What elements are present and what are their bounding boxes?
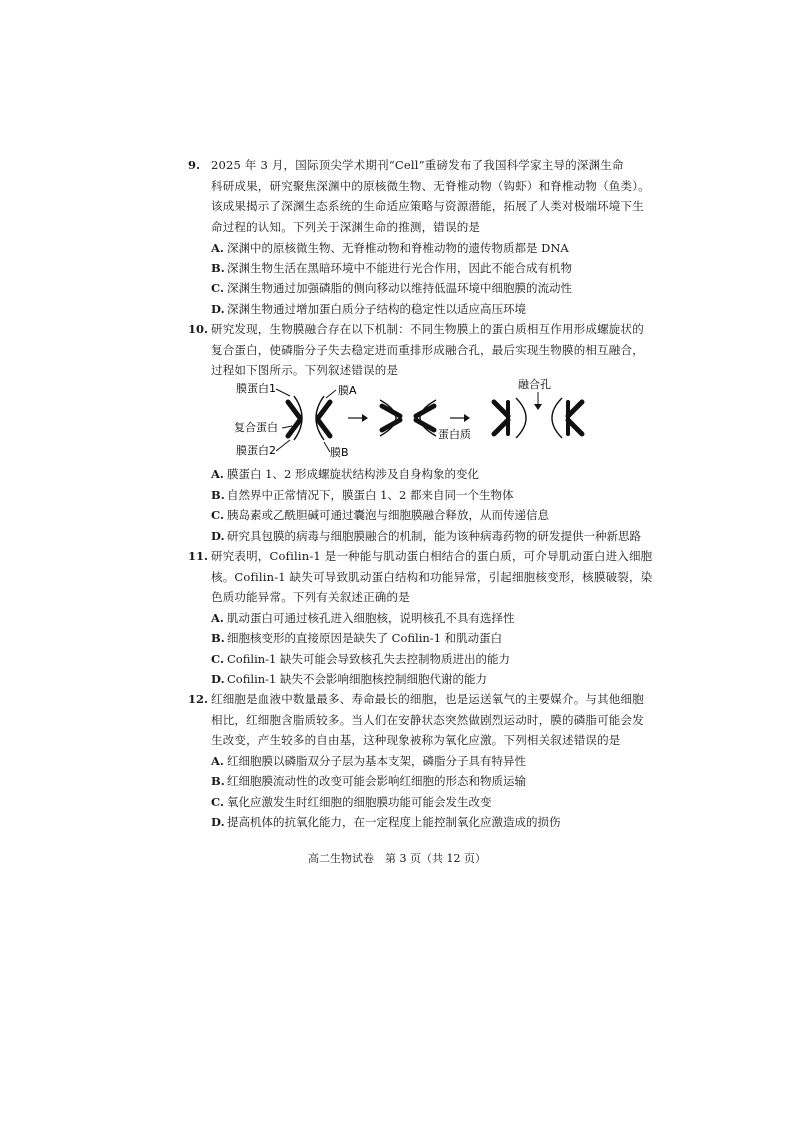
option-d[interactable] — [211, 302, 526, 316]
option-c[interactable] — [211, 795, 492, 809]
question-stem-line: 色质功能异常。下列有关叙述正确的是 — [211, 590, 410, 604]
label-membrane-protein-2: 膜蛋白2 — [236, 444, 276, 457]
question-stem-line: 复合蛋白，使磷脂分子失去稳定进而重排形成融合孔，最后实现生物膜的相互融合， — [211, 343, 644, 357]
option-letter: D. — [211, 302, 225, 316]
option-text: Cofilin-1 缺失不会影响细胞核控制细胞代谢的能力 — [227, 672, 488, 686]
question-stem-line: 红细胞是血液中数量最多、寿命最长的细胞，也是运送氧气的主要媒介。与其他细胞 — [211, 692, 644, 706]
option-text: 肌动蛋白可通过核孔进入细胞核，说明核孔不具有选择性 — [227, 611, 515, 625]
arrow-icon — [450, 414, 470, 422]
option-text: 深渊中的原核微生物、无脊椎动物和脊椎动物的遗传物质都是 DNA — [227, 241, 569, 255]
option-letter: B. — [211, 631, 225, 645]
option-c[interactable] — [211, 281, 572, 295]
option-letter: D. — [211, 529, 225, 543]
option-b[interactable] — [211, 488, 513, 502]
option-b[interactable] — [211, 261, 572, 275]
down-arrow-icon — [534, 392, 542, 410]
option-letter: B. — [211, 261, 225, 275]
question-stem-line: 相比，红细胞含脂质较多。当人们在安静状态突然做剧烈运动时，膜的磷脂可能会发 — [211, 713, 644, 727]
question-number: 10. — [188, 322, 209, 336]
option-text: 深渊生物通过加强磷脂的侧向移动以维持低温环境中细胞膜的流动性 — [227, 281, 572, 295]
pointer-line — [326, 390, 336, 398]
option-a[interactable] — [211, 754, 526, 768]
option-b[interactable] — [211, 774, 526, 788]
option-a[interactable] — [211, 467, 479, 481]
option-text: 深渊生物生活在黑暗环境中不能进行光合作用，因此不能合成有机物 — [227, 261, 572, 275]
question-stem-line: 研究发现，生物膜融合存在以下机制：不同生物膜上的蛋白质相互作用形成螺旋状的 — [211, 322, 644, 336]
arrow-icon — [348, 414, 368, 422]
option-letter: A. — [211, 611, 224, 625]
option-d[interactable] — [211, 815, 561, 829]
pointer-line — [276, 440, 290, 451]
stage-1-proteins — [288, 396, 330, 440]
option-letter: C. — [211, 508, 224, 522]
option-text: 胰岛素或乙酰胆碱可通过囊泡与细胞膜融合释放，从而传递信息 — [227, 508, 549, 522]
option-letter: C. — [211, 795, 224, 809]
page-footer: 高二生物试卷 第 3 页（共 12 页） — [308, 852, 486, 865]
option-text: 提高机体的抗氧化能力，在一定程度上能控制氧化应激造成的损伤 — [227, 815, 561, 829]
option-d[interactable] — [211, 529, 641, 543]
label-membrane-a: 膜A — [338, 384, 357, 397]
option-text: 红细胞膜流动性的改变可能会影响红细胞的形态和物质运输 — [227, 774, 526, 788]
option-letter: C. — [211, 652, 224, 666]
option-d[interactable] — [211, 672, 487, 686]
pointer-line — [282, 426, 292, 428]
option-text: 红细胞膜以磷脂双分子层为基本支架，磷脂分子具有特异性 — [227, 754, 526, 768]
question-stem-line: 该成果揭示了深渊生态系统的生命适应策略与资源潜能，拓展了人类对极端环境下生 — [211, 199, 644, 213]
option-text: 细胞核变形的直接原因是缺失了 Cofilin-1 和肌动蛋白 — [227, 631, 503, 645]
question-number: 9. — [188, 158, 201, 172]
question-stem-line: 科研成果，研究聚焦深渊中的原核微生物、无脊椎动物（钩虾）和脊椎动物（鱼类）。 — [211, 179, 650, 193]
option-letter: A. — [211, 467, 224, 481]
label-fusion-pore: 融合孔 — [518, 378, 551, 391]
option-letter: A. — [211, 241, 224, 255]
question-stem-line: 过程如下图所示。下列叙述错误的是 — [211, 363, 399, 377]
option-text: 氧化应激发生时红细胞的细胞膜功能可能会发生改变 — [227, 795, 492, 809]
question-stem-line: 研究表明，Cofilin-1 是一种能与肌动蛋白相结合的蛋白质，可介导肌动蛋白进入细胞 — [211, 549, 653, 563]
option-a[interactable] — [211, 611, 515, 625]
stage-2-proteins — [380, 400, 436, 436]
option-text: 膜蛋白 1、2 形成螺旋状结构涉及自身构象的变化 — [227, 467, 479, 481]
option-text: 自然界中正常情况下，膜蛋白 1、2 都来自同一个生物体 — [227, 488, 514, 502]
label-protein: 蛋白质 — [438, 428, 471, 441]
option-letter: A. — [211, 754, 224, 768]
question-number: 11. — [188, 549, 209, 563]
label-membrane-b: 膜B — [330, 446, 349, 459]
option-c[interactable] — [211, 508, 549, 522]
pointer-line — [276, 389, 290, 396]
question-stem-line: 命过程的认知。下列关于深渊生命的推测，错误的是 — [211, 220, 481, 234]
question-stem-line: 生改变，产生较多的自由基，这种现象被称为氧化应激。下列相关叙述错误的是 — [211, 733, 621, 747]
option-text: 研究具包膜的病毒与细胞膜融合的机制，能为该种病毒药物的研发提供一种新思路 — [227, 529, 641, 543]
question-stem-line: 核。Cofilin-1 缺失可导致肌动蛋白结构和功能异常，引起细胞核变形，核膜破裂，染 — [211, 570, 653, 584]
option-b[interactable] — [211, 631, 502, 645]
label-membrane-protein-1: 膜蛋白1 — [236, 382, 276, 395]
option-text: 深渊生物通过增加蛋白质分子结构的稳定性以适应高压环境 — [227, 302, 526, 316]
option-letter: D. — [211, 672, 225, 686]
membrane-fusion-diagram — [232, 378, 592, 460]
option-a[interactable] — [211, 241, 569, 255]
label-complex-protein: 复合蛋白 — [234, 421, 278, 434]
option-text: Cofilin-1 缺失可能会导致核孔失去控制物质进出的能力 — [227, 652, 511, 666]
option-c[interactable] — [211, 652, 510, 666]
question-stem-line: 2025 年 3 月，国际顶尖学术期刊“Cell”重磅发布了我国科学家主导的深渊生命 — [211, 158, 624, 172]
option-letter: D. — [211, 815, 225, 829]
option-letter: B. — [211, 774, 225, 788]
option-letter: B. — [211, 488, 225, 502]
question-number: 12. — [188, 692, 209, 706]
option-letter: C. — [211, 281, 224, 295]
